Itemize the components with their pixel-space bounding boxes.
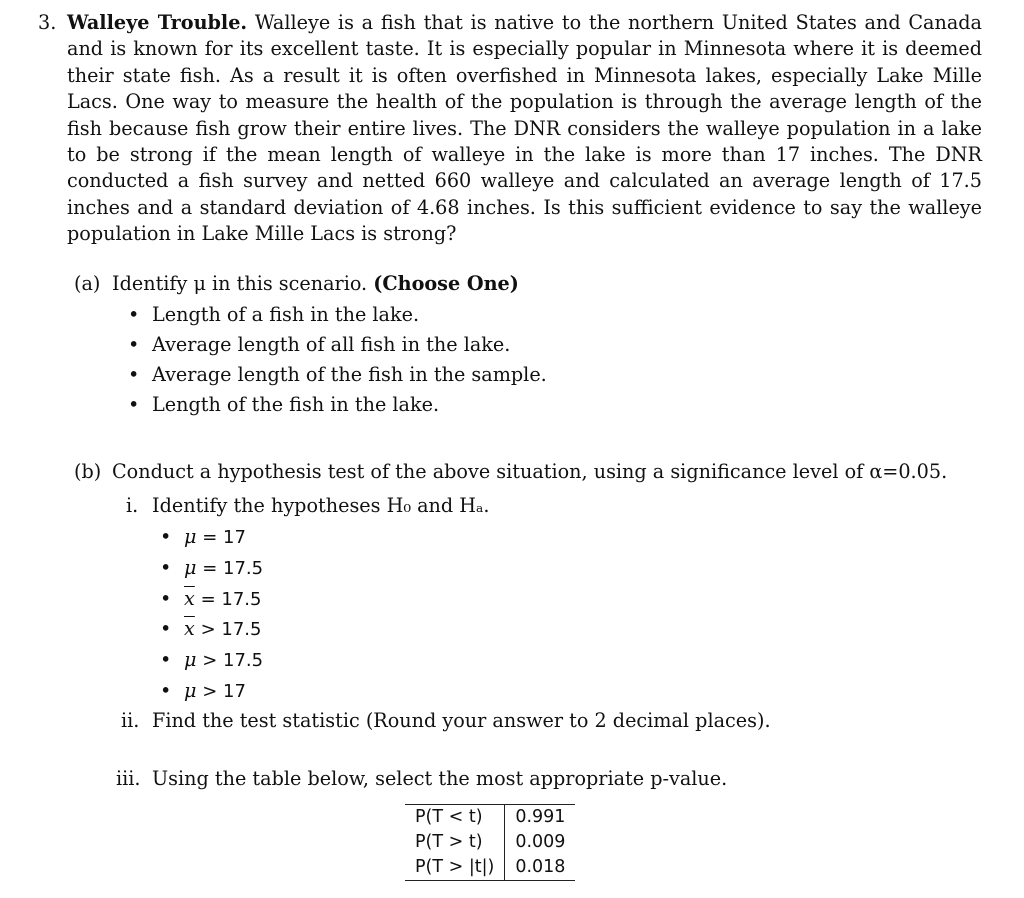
probability-label: P(T < t)	[405, 805, 505, 831]
part-b-iii-label: iii.	[116, 766, 141, 790]
hypothesis-relation: > 17.5	[200, 619, 262, 641]
part-a-prompt: Identify μ in this scenario.	[112, 272, 368, 295]
hypothesis-symbol: μ	[184, 678, 197, 702]
hypothesis-option[interactable]	[184, 614, 974, 645]
p-value-cell: 0.009	[505, 830, 576, 855]
table-row[interactable]	[405, 805, 575, 831]
table-row[interactable]	[405, 855, 575, 881]
problem-text: Walleye is a fish that is native to the northern United States and Canada and is known for its excellent taste. It is especially popular in Minnesota where it is deemed their state fish. As a result it is often overfished in Minnesota lakes, especially Lake Mille Lacs. One way to measure the health of the population is through the average length of the fish because fish grow their entire lives. The DNR considers the walleye population in a lake to be strong if the mean length of walleye in the lake is more than 17 inches. The DNR conducted a fish survey and netted 660 walleye and calculated an average length of 17.5 inches and a standard deviation of 4.68 inches. Is this sufficient evidence to say the walleye population in Lake Mille Lacs is strong?	[67, 11, 983, 246]
hypothesis-option[interactable]	[184, 553, 974, 584]
probability-label: P(T > t)	[415, 832, 483, 852]
part-b	[74, 458, 974, 793]
hypothesis-option[interactable]	[184, 645, 974, 676]
p-value-cell: 0.018	[505, 855, 576, 881]
hypothesis-option[interactable]	[184, 584, 974, 615]
hypothesis-symbol: μ	[184, 648, 197, 672]
hypothesis-symbol: $\overline{x}$	[184, 617, 195, 641]
p-value-cell: 0.991	[505, 805, 576, 831]
problem-body	[67, 10, 982, 248]
problem-statement	[38, 10, 982, 248]
part-a-label: (a)	[74, 272, 101, 295]
p-value-table	[405, 804, 575, 881]
hypothesis-option[interactable]	[184, 522, 974, 553]
part-a-option[interactable]: • Average length of all fish in the lake.	[152, 330, 954, 360]
part-b-label: (b)	[74, 460, 102, 483]
hypothesis-option[interactable]	[184, 676, 974, 707]
table-row[interactable]	[405, 830, 575, 855]
part-b-ii	[121, 707, 974, 735]
problem-3	[38, 10, 982, 248]
hypothesis-relation: > 17.5	[202, 650, 264, 672]
part-a-options	[152, 300, 954, 420]
hypothesis-relation: = 17.5	[200, 588, 262, 610]
hypothesis-options	[184, 522, 974, 707]
probability-label: P(T > |t|)	[405, 855, 505, 881]
part-a-instruction: (Choose One)	[373, 272, 519, 295]
hypothesis-symbol: μ	[184, 525, 197, 548]
part-b-ii-text: Find the test statistic (Round your answer to 2 decimal places).	[152, 708, 771, 732]
part-b-iii	[116, 765, 974, 793]
part-a	[74, 270, 954, 420]
problem-number: 3.	[38, 11, 57, 34]
hypothesis-relation: = 17	[202, 527, 246, 548]
hypothesis-symbol: $\overline{x}$	[184, 586, 195, 610]
part-a-prompt-row	[74, 270, 954, 298]
part-a-option[interactable]: • Length of the fish in the lake.	[152, 390, 954, 420]
part-b-i	[126, 492, 974, 520]
problem-title: Walleye Trouble.	[67, 11, 248, 34]
answer-space	[74, 735, 974, 765]
part-b-prompt-row	[74, 458, 974, 486]
hypothesis-relation: > 17	[202, 680, 246, 702]
hypothesis-symbol: μ	[184, 555, 197, 579]
part-b-i-text: Identify the hypotheses H₀ and Hₐ.	[152, 494, 490, 517]
part-b-ii-label: ii.	[121, 708, 140, 732]
part-a-option[interactable]: • Average length of the fish in the sample.	[152, 360, 954, 390]
part-a-option[interactable]: • Length of a fish in the lake.	[152, 300, 954, 330]
part-b-i-label: i.	[126, 494, 139, 517]
part-b-prompt: Conduct a hypothesis test of the above situation, using a significance level of α=0.05.	[112, 460, 948, 483]
hypothesis-relation: = 17.5	[202, 557, 264, 579]
part-b-iii-text: Using the table below, select the most appropriate p-value.	[152, 766, 728, 790]
